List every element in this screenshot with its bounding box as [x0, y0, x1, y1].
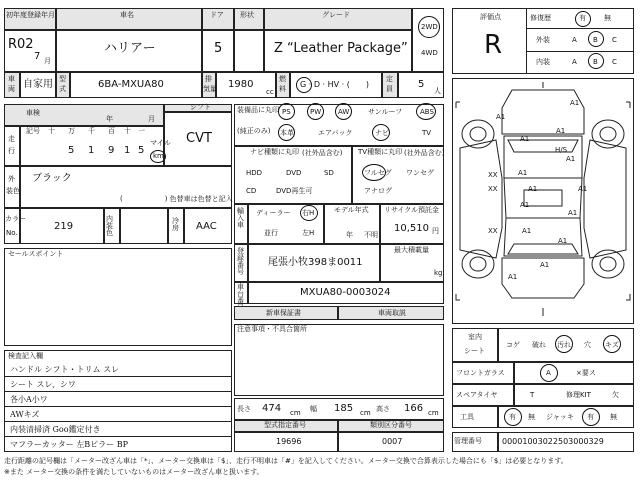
equip-abs: ABS	[420, 108, 434, 116]
diag-mark-12: A1	[558, 237, 568, 245]
inspection-month-unit: 月	[148, 115, 155, 123]
mileage-unit-4: 十	[124, 127, 131, 135]
disp-value: 1980	[228, 79, 254, 90]
score-value: R	[484, 30, 503, 60]
color-no-label-bottom: No.	[6, 229, 18, 237]
diag-mark-11: A1	[522, 227, 532, 235]
inspection-year-unit: 年	[106, 115, 113, 123]
tv-analog: アナログ	[364, 187, 392, 195]
warranty-new-label: 新車保証書	[266, 309, 301, 317]
first-reg-month-unit: 月	[44, 57, 51, 65]
height-unit: cm	[428, 409, 439, 417]
repair-label: 修復歴	[530, 14, 551, 22]
first-reg-label: 初年度登録年月	[6, 11, 55, 19]
repair-no: 無	[604, 14, 611, 22]
jack-no: 無	[610, 413, 617, 421]
spare-label: スペアタイヤ	[456, 391, 498, 399]
recycle-label: リサイクル預託金	[384, 206, 440, 214]
mileage-unit-1: 万	[68, 127, 75, 135]
chassis-value: MXUA80-0003024	[300, 287, 391, 298]
import-dealer: ディーラー	[256, 209, 291, 217]
mgmt-value: 00001003022503000329	[502, 437, 604, 446]
model-year-label: モデル年式	[334, 206, 369, 214]
navi-dvd: DVD	[286, 169, 302, 177]
inspector-label: 検査記入欄	[8, 352, 43, 360]
inspector-line-6: マフラーカッター 左Bピラー BP	[10, 440, 128, 449]
color-no-label-top: カラー	[5, 215, 26, 223]
capacity-value: 5	[418, 79, 425, 90]
repair-yes: 有	[579, 14, 586, 22]
disp-unit: cc	[266, 88, 274, 96]
type-no-value: 19696	[276, 437, 302, 446]
inspector-line-5: 内装清掃済 Goo鑑定付き	[10, 425, 101, 434]
disp-label2: 気量	[203, 85, 217, 93]
import-parallel: 並行	[264, 229, 278, 237]
exterior-grade-b: B	[593, 36, 598, 44]
diag-mark-15: H/S	[555, 146, 568, 154]
equip-aw: AW	[338, 108, 350, 116]
navi-sd: SD	[324, 169, 334, 177]
exterior-grade-label: 外装	[536, 36, 550, 44]
door-value: 5	[214, 41, 223, 56]
exterior-value: ブラック	[32, 173, 72, 184]
equip-navi: ナビ	[375, 129, 389, 137]
mileage-digits-label: 記号	[26, 127, 40, 135]
class-no-value: 0007	[382, 437, 403, 446]
equip-sunroof: サンルーフ	[368, 108, 403, 116]
navi-dvd-play: DVD再生可	[276, 187, 313, 195]
reg-type-label2: 両	[8, 85, 15, 93]
width-unit: cm	[360, 409, 371, 417]
mileage-digit-4: 1	[124, 145, 131, 156]
diag-mark-13: A1	[540, 261, 550, 269]
jack-label: ジャッキ	[546, 413, 574, 421]
width-value: 185	[334, 403, 354, 414]
glass-cell	[514, 362, 634, 384]
diag-mark-18: XX	[488, 227, 498, 235]
load-unit: kg	[434, 269, 443, 277]
diag-mark-6: A1	[518, 169, 528, 177]
mileage-unit-5: 一	[138, 127, 145, 135]
equip-ps: PS	[282, 108, 291, 116]
inspector-line-2: シート スレ、シワ	[10, 380, 76, 389]
mileage-label-top: 走	[8, 135, 15, 143]
grade-label: グレード	[322, 11, 350, 19]
first-reg-month: 7	[34, 51, 41, 62]
type-no-label: 型式指定番号	[264, 421, 306, 429]
tools-label: 工具	[460, 413, 474, 421]
diag-mark-9: A1	[520, 201, 530, 209]
exterior-grade-a: A	[572, 36, 577, 44]
caution-label: 注意事項・不具合箇所	[237, 325, 307, 333]
color-no-label-cell	[4, 208, 20, 244]
mileage-unit-mile: マイル	[150, 139, 171, 147]
interior-grade-b: B	[593, 58, 598, 66]
glass-a: A	[546, 369, 551, 377]
length-label: 長さ	[237, 405, 251, 413]
mileage-label-bottom: 行	[8, 147, 15, 155]
import-left: 左H	[302, 229, 315, 237]
diag-mark-1: A1	[570, 99, 580, 107]
capacity-unit: 人	[434, 87, 441, 95]
diag-mark-2: A1	[496, 113, 506, 121]
tv-oneseg: ワンセグ	[406, 169, 434, 177]
chassis-label: 車台番	[237, 283, 244, 305]
import-label: 輸入車	[237, 207, 244, 229]
mileage-unit-km: km	[153, 152, 164, 160]
footer-line-2: ※また メーター交換の条件を満たしていないものはメーター改ざん車と扱います。	[4, 468, 264, 476]
seat-label-top: 室内	[468, 333, 482, 341]
mileage-unit-3: 百	[108, 127, 115, 135]
equip-airbag: エアバック	[318, 129, 353, 137]
equip-tv: TV	[422, 129, 432, 137]
reg-type-label: 車	[8, 75, 15, 83]
use-value: 自家用	[23, 79, 53, 90]
door-label: ドア	[210, 11, 224, 19]
load-label: 最大積載量	[394, 246, 429, 254]
jack-yes: 有	[587, 413, 594, 421]
sales-point-box	[4, 248, 232, 346]
model-label2: 式	[59, 85, 66, 93]
model-value: 6BA-MXUA80	[98, 79, 164, 90]
shape-cell	[234, 30, 264, 72]
inspector-line-1: ハンドル シフト・トリム スレ	[10, 365, 120, 374]
diag-mark-7: A1	[528, 185, 538, 193]
capacity-label: 定	[386, 75, 393, 83]
navi-hdd: HDD	[246, 169, 263, 177]
interior-grade-a: A	[572, 58, 577, 66]
inspector-line-3: 各小A小ワ	[10, 395, 48, 404]
shift-value: CVT	[186, 131, 212, 146]
shift-label: シフト	[190, 103, 211, 111]
seat-burn: コゲ	[506, 341, 520, 349]
tv-title-note: (社外品含む)	[404, 149, 445, 157]
class-no-label: 類別区分番号	[370, 421, 412, 429]
width-label: 幅	[310, 405, 317, 413]
equip-leather: 本革	[280, 129, 294, 137]
fuel-label2: 料	[279, 85, 286, 93]
sales-point-label: セールスポイント	[8, 250, 64, 258]
tv-title: TV種類に丸印	[358, 148, 403, 156]
tv-fullseg: フルセグ	[364, 169, 392, 177]
recycle-unit: 円	[432, 227, 439, 235]
diag-mark-10: A1	[568, 209, 578, 217]
length-value: 474	[262, 403, 282, 414]
mileage-digit-5: 5	[138, 145, 145, 156]
import-right: 右H	[302, 209, 315, 217]
diag-mark-14: A1	[508, 273, 518, 281]
int-color-label: 内装色	[106, 215, 113, 237]
fuel-label: 燃	[279, 75, 286, 83]
tools-label-cell	[452, 406, 498, 428]
mileage-digit-3: 9	[108, 145, 115, 156]
warranty-manual-label: 車両取説	[378, 309, 406, 317]
caution-box	[234, 324, 444, 396]
ac-value: AAC	[196, 221, 217, 232]
tools-no: 無	[528, 413, 535, 421]
inspection-label: 車検	[26, 109, 40, 117]
equip-pw: PW	[310, 108, 322, 116]
equipment-title: 装備品に丸印	[237, 106, 279, 114]
exterior-note: ( ) 色替車は色替と記入	[120, 195, 233, 203]
navi-title: ナビ種類に丸印	[250, 148, 299, 156]
tools-yes: 有	[509, 413, 516, 421]
spare-missing: 欠	[612, 391, 619, 399]
diag-mark-5: A1	[566, 155, 576, 163]
diag-mark-16: XX	[488, 171, 498, 179]
model-year-unknown: 不明	[364, 231, 378, 239]
footer-line-1: 走行距離の記号欄は「メーター改ざん車は「*」、メーター交換車は「$」、走行不明車は「#」を記入してください。メーター交換で合算表示した場合にも「$」は必要となります。	[4, 457, 568, 465]
equipment-subtitle: (純正のみ)	[237, 127, 271, 135]
seat-tear: 破れ	[532, 341, 546, 349]
seat-stain: 汚れ	[557, 341, 571, 349]
diag-mark-3: A1	[556, 127, 566, 135]
car-diagram	[452, 78, 634, 324]
seat-scratch: キズ	[605, 341, 619, 349]
mileage-unit-0: 十	[48, 127, 55, 135]
navi-title-note: (社外品含む)	[302, 149, 343, 157]
color-no-value: 219	[54, 221, 74, 232]
spare-tire: T	[530, 391, 535, 399]
ac-label: 冷房	[172, 217, 179, 232]
navi-cd: CD	[246, 187, 257, 195]
disp-label: 排	[205, 75, 212, 83]
mileage-unit-2: 千	[88, 127, 95, 135]
grade-value: Z “Leather Package”	[274, 41, 408, 56]
reg-no-value: 尾張小牧398ま0011	[268, 257, 363, 268]
seat-hole: 穴	[584, 341, 591, 349]
height-label: 高さ	[376, 405, 390, 413]
recycle-value: 10,510	[394, 223, 429, 234]
int-color-cell	[120, 208, 168, 244]
model-year-unit: 年	[346, 231, 353, 239]
exterior-label-bottom: 装色	[6, 187, 20, 195]
reg-no-label: 登録番号	[237, 247, 244, 276]
first-reg-value: R02	[8, 37, 34, 52]
mgmt-label: 管理番号	[454, 437, 482, 445]
interior-grade-label: 内装	[536, 58, 550, 66]
inspector-line-4: AWキズ	[10, 410, 40, 419]
name-label: 車名	[120, 11, 134, 19]
4wd-label: 4WD	[421, 49, 438, 57]
2wd-label: 2WD	[421, 23, 438, 31]
score-label: 評価点	[480, 13, 501, 21]
name-value: ハリアー	[104, 41, 156, 56]
glass-replace: ×要ス	[576, 369, 596, 377]
diag-mark-8: A1	[578, 185, 588, 193]
exterior-label-top: 外	[8, 175, 15, 183]
interior-grade-c: C	[612, 58, 617, 66]
length-unit: cm	[290, 409, 301, 417]
capacity-label2: 員	[386, 85, 393, 93]
seat-label-bottom: シート	[464, 347, 485, 355]
fuel-value: G · D · HV · ( )	[300, 80, 369, 89]
diag-mark-4: A1	[520, 135, 530, 143]
mileage-digit-1: 5	[68, 145, 75, 156]
exterior-grade-c: C	[612, 36, 617, 44]
spare-kit: 修理KIT	[566, 391, 591, 399]
diag-mark-17: XX	[488, 185, 498, 193]
model-label: 型	[59, 75, 66, 83]
glass-label: フロントガラス	[456, 369, 505, 377]
mileage-label-cell	[4, 126, 20, 166]
mileage-digit-2: 1	[88, 145, 95, 156]
shape-label: 形状	[240, 11, 254, 19]
height-value: 166	[404, 403, 424, 414]
